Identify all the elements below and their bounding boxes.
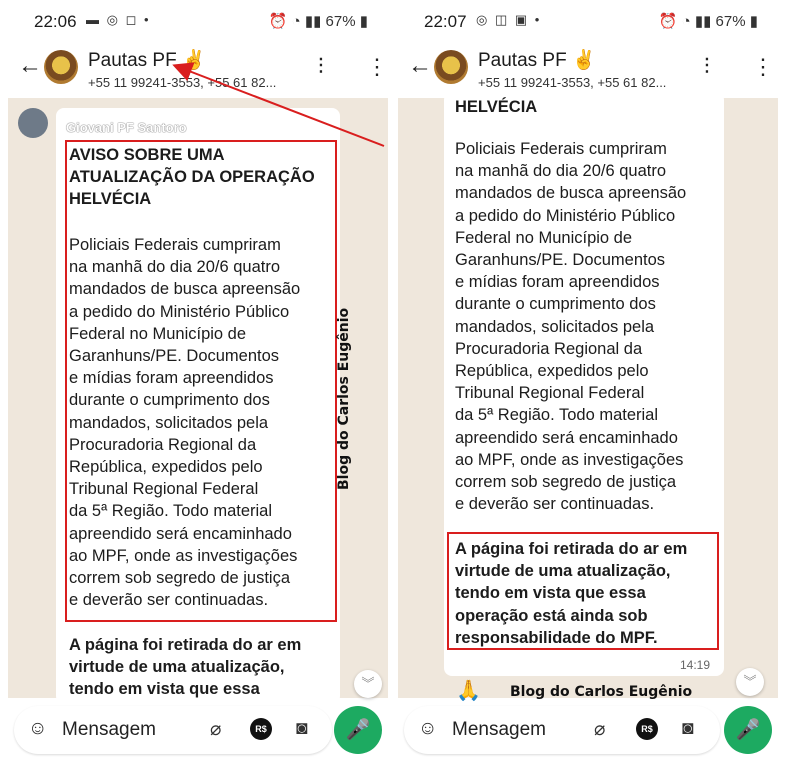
message-line: tendo em vista que essa (455, 584, 646, 603)
more-options-icon[interactable]: ⋮ (366, 54, 388, 79)
notification-icons: ▬ ◎ ◻ • (86, 12, 151, 27)
message-line: Garanhuns/PE. Documentos (69, 347, 280, 366)
message-line: da 5ª Região. Todo material (69, 502, 273, 521)
message-line: Federal no Município de (69, 324, 247, 343)
battery-level: 67% (715, 13, 746, 30)
message-line: ao MPF, onde as investigações (455, 450, 684, 469)
message-line: Garanhuns/PE. Documentos (455, 251, 666, 270)
watermark-vertical: Blog do Carlos Eugênio (336, 307, 352, 490)
status-right: ⏰ ◔ ▮▮ 67% ▮ (268, 13, 368, 30)
camera-icon[interactable]: ◙ (682, 718, 694, 739)
message-line: República, expedidos pelo (455, 362, 649, 381)
message-title-fragment: HELVÉCIA (455, 98, 538, 116)
back-arrow-icon[interactable]: ← (408, 52, 432, 79)
message-title: AVISO SOBRE UMA ATUALIZAÇÃO DA OPERAÇÃO HELVÉCIA (69, 146, 315, 209)
message-line: virtude de uma atualização, (69, 658, 285, 677)
chat-participants: +55 11 99241-3553, +55 61 82... (88, 75, 277, 90)
audio-wave-icon[interactable]: ⫶ (704, 54, 710, 79)
message-line: mandados, solicitados pela (69, 413, 269, 432)
battery-level: 67% (325, 13, 356, 30)
message-line: e mídias foram apreendidos (69, 369, 274, 388)
message-line: durante o cumprimento dos (455, 295, 656, 314)
message-line: ao MPF, onde as investigações (69, 546, 298, 565)
more-options-icon[interactable]: ⋮ (752, 54, 774, 79)
message-line: Federal no Município de (455, 228, 633, 247)
message-line: tendo em vista que essa (69, 680, 260, 699)
sender-name: Giovani PF Santoro (66, 120, 187, 135)
mic-button[interactable]: 🎤 (334, 706, 382, 754)
message-line: A página foi retirada do ar em (455, 540, 688, 558)
message-line: A página foi retirada do ar em (69, 636, 302, 654)
status-time: 22:06 (34, 12, 77, 31)
attach-icon[interactable]: ⌀ (594, 719, 606, 740)
message-line: da 5ª Região. Todo material (455, 406, 659, 425)
audio-wave-icon[interactable]: ⫶ (318, 54, 324, 79)
chat-title[interactable]: Pautas PF ✌ (478, 50, 596, 71)
message-line: Policiais Federais cumpriram (69, 236, 281, 254)
message-line: operação está ainda sob (455, 606, 648, 625)
emoji-icon[interactable]: ☺ (418, 718, 438, 739)
message-line: correm sob segredo de justiça (69, 569, 291, 588)
message-line: virtude de uma atualização, (455, 562, 671, 581)
message-line: e mídias foram apreendidos (455, 273, 660, 292)
payment-icon[interactable]: R$ (636, 718, 658, 740)
message-line: mandados de busca apreensão (455, 184, 687, 203)
message-line: mandados de busca apreensão (69, 280, 301, 299)
message-line: correm sob segredo de justiça (455, 473, 677, 492)
camera-icon[interactable]: ◙ (296, 718, 308, 739)
message-line: apreendido será encaminhado (69, 524, 292, 543)
message-line: Tribunal Regional Federal (455, 384, 645, 403)
back-arrow-icon[interactable]: ← (18, 52, 42, 79)
message-line: República, expedidos pelo (69, 458, 263, 477)
chat-title[interactable]: Pautas PF ✌ (88, 50, 206, 71)
message-line: a pedido do Ministério Público (69, 302, 290, 321)
message-line: apreendido será encaminhado (455, 428, 678, 447)
message-line: na manhã do dia 20/6 quatro (455, 162, 666, 181)
payment-icon[interactable]: R$ (250, 718, 272, 740)
reaction-emoji[interactable]: 🙏 (456, 680, 481, 702)
watermark-horizontal: Blog do Carlos Eugênio (510, 684, 693, 700)
scroll-down-icon[interactable]: ︾ (354, 670, 382, 698)
message-timestamp: 14:19 (680, 658, 711, 672)
message-line: Tribunal Regional Federal (69, 480, 259, 499)
emoji-icon[interactable]: ☺ (28, 718, 48, 739)
message-line: mandados, solicitados pela (455, 317, 655, 336)
message-line: Procuradoria Regional da (69, 435, 257, 454)
message-line: e deverão ser continuadas. (69, 591, 269, 610)
notification-icons: ◎ ◫ ▣ • (476, 12, 542, 27)
message-line: durante o cumprimento dos (69, 391, 270, 410)
status-time: 22:07 (424, 12, 467, 31)
scroll-down-icon[interactable]: ︾ (736, 668, 764, 696)
attach-icon[interactable]: ⌀ (210, 719, 222, 740)
message-line: e deverão ser continuadas. (455, 495, 655, 514)
message-line: responsabilidade do MPF. (455, 628, 658, 647)
message-line: a pedido do Ministério Público (455, 206, 676, 225)
message-line: Policiais Federais cumpriram (455, 140, 667, 158)
status-right: ⏰ ◔ ▮▮ 67% ▮ (658, 13, 758, 30)
chat-participants: +55 11 99241-3553, +55 61 82... (478, 75, 667, 90)
mic-button[interactable]: 🎤 (724, 706, 772, 754)
message-line: Procuradoria Regional da (455, 339, 643, 358)
message-line: na manhã do dia 20/6 quatro (69, 258, 280, 277)
